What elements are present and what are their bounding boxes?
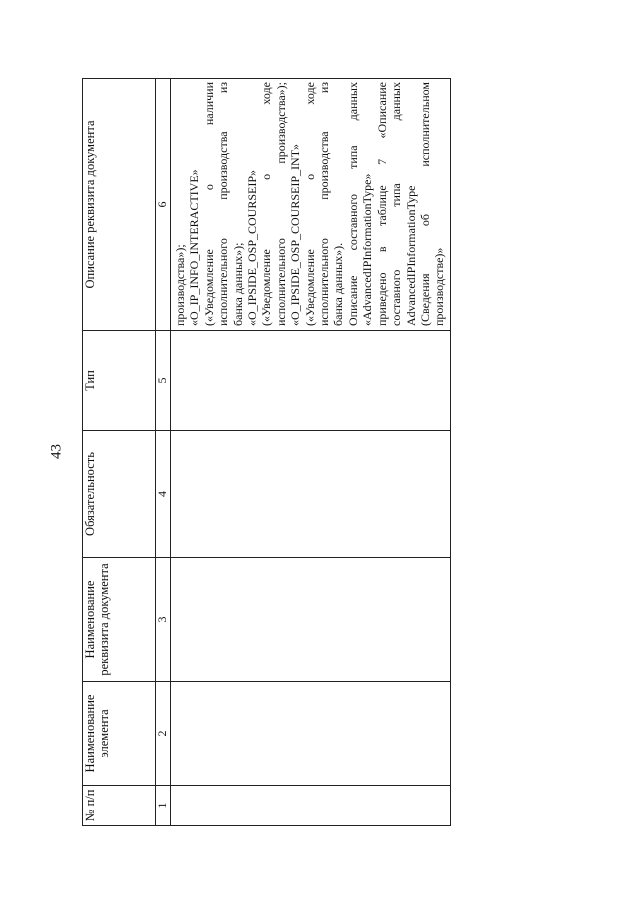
cell-description: [171, 79, 451, 331]
description-line: производстве)»: [432, 247, 447, 326]
header-cell-description: Описание реквизита документа: [83, 79, 156, 331]
description-line: производства»);: [173, 244, 187, 326]
rotated-table: [82, 79, 445, 826]
header-row: [83, 79, 156, 826]
cell-mandatory: [171, 431, 451, 558]
description-line: («Уведомление о ходе: [302, 82, 317, 326]
column-number: 4: [156, 431, 171, 558]
column-number: 6: [156, 79, 171, 331]
column-number: 2: [156, 682, 171, 786]
description-line: исполнительного производства из: [317, 82, 332, 326]
description-line: банка данных»).: [331, 242, 346, 326]
table-row: [171, 79, 451, 826]
description-line: «O_IPSIDE_OSP_COURSEIP»: [245, 169, 260, 326]
description-line: AdvancedIPInformationType: [403, 185, 418, 326]
column-number: 3: [156, 558, 171, 682]
cell-number: [171, 786, 451, 826]
description-line: «O_IPSIDE_OSP_COURSEIP_INT»: [288, 143, 303, 326]
description-line: банка данных»);: [230, 242, 245, 326]
header-cell-requisite-name: Наименование реквизита документа: [83, 558, 156, 682]
description-line: приведено в таблице 7 «Описание: [374, 82, 389, 326]
description-line: исполнительного производства из: [216, 82, 231, 326]
description-line: исполнительного производства»);: [273, 82, 288, 326]
header-cell-number: № п/п: [83, 786, 156, 826]
header-cell-type: Тип: [83, 331, 156, 431]
cell-requisite-name: [171, 558, 451, 682]
description-line: Описание составного типа данных: [345, 82, 360, 326]
column-number: 1: [156, 786, 171, 826]
requisites-table: [82, 78, 451, 826]
description-line: («Уведомление о наличии: [201, 82, 216, 326]
header-cell-mandatory: Обязательность: [83, 431, 156, 558]
header-cell-element-name: Наименование элемента: [83, 682, 156, 786]
description-line: «AdvancedIPInformationType»: [360, 173, 375, 326]
description-line: (Сведения об исполнительном: [417, 82, 432, 326]
description-line: составного типа данных: [389, 82, 404, 326]
cell-type: [171, 331, 451, 431]
description-line: («Уведомление о ходе: [259, 82, 274, 326]
column-number-row: [156, 79, 171, 826]
page-number: 43: [48, 444, 65, 459]
description-line: «O_IP_INFO_INTERACTIVE»: [187, 169, 202, 326]
column-number: 5: [156, 331, 171, 431]
rotated-table-container: [82, 79, 445, 826]
cell-element-name: [171, 682, 451, 786]
